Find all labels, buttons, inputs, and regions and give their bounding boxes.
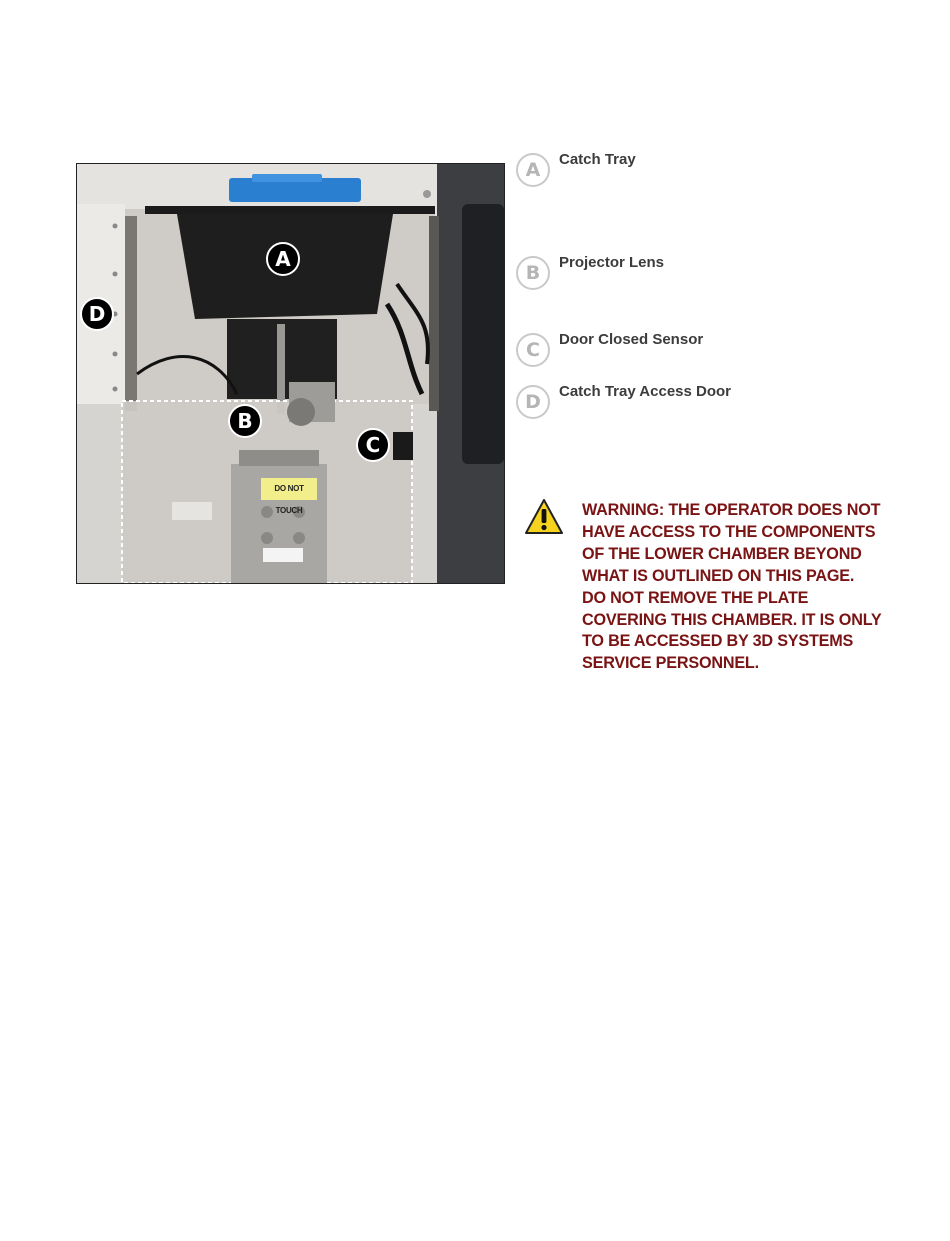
- do-not-touch-sticker: DO NOT TOUCH: [261, 478, 317, 500]
- legend-label-c: Door Closed Sensor: [559, 331, 704, 348]
- legend-letter-c: C: [516, 333, 550, 367]
- warning-triangle-icon: [524, 498, 564, 541]
- legend-letter-d: D: [516, 385, 550, 419]
- callout-d: D: [80, 297, 114, 331]
- callout-c: C: [356, 428, 390, 462]
- legend-label-d: Catch Tray Access Door: [559, 383, 732, 400]
- callout-b: B: [228, 404, 262, 438]
- legend-letter-b: B: [516, 256, 550, 290]
- callout-a: A: [266, 242, 300, 276]
- legend-label-a: Catch Tray: [559, 151, 636, 168]
- catch-tray-photo: [76, 163, 505, 584]
- legend-label-b: Projector Lens: [559, 254, 665, 271]
- warning-message: WARNING: THE OPERATOR DOES NOT HAVE ACCESS TO THE COMPONENTS OF THE LOWER CHAMBER BEYOND WHAT IS OUTLINED ON THIS PAGE. DO NOT REMOVE THE PLATE COVERING THIS CHAMBER. IT IS ONLY TO BE ACCESSED BY 3D SYSTEMS SERVICE PERSONNEL.: [582, 501, 882, 673]
- legend-letter-a: A: [516, 153, 550, 187]
